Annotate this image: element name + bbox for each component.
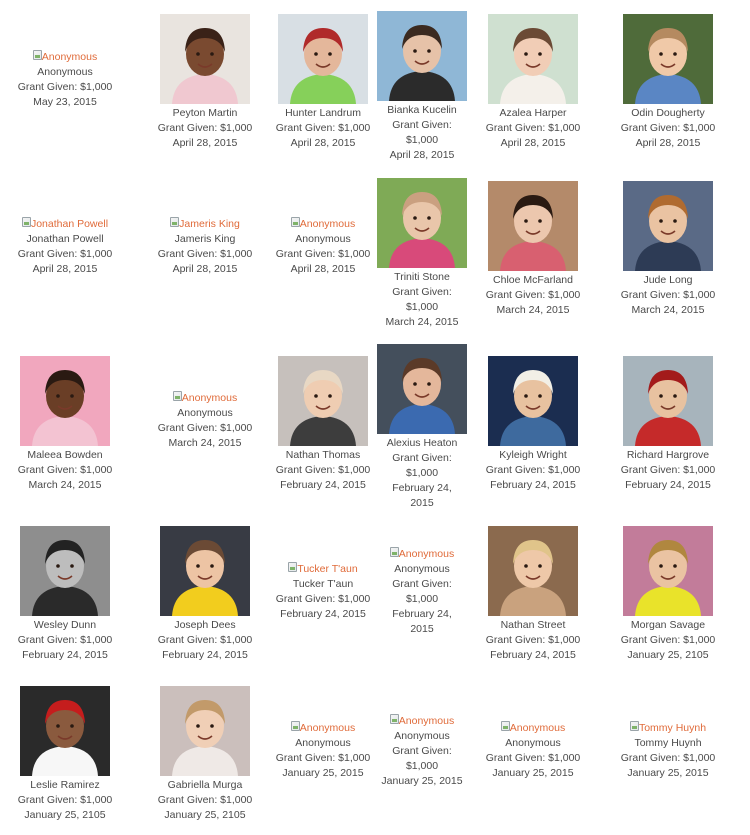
grant-date: January 25, 2015 <box>381 775 463 787</box>
recipient-name: Joseph Dees <box>174 619 236 631</box>
recipient-name: Triniti Stone <box>394 271 450 283</box>
grant-label: Grant Given: <box>392 286 452 298</box>
grant-date: February 24, 2015 <box>280 479 366 491</box>
broken-image-icon <box>170 217 179 227</box>
broken-image-link[interactable] <box>362 714 482 729</box>
recipient-photo[interactable] <box>488 181 578 271</box>
recipient-name: Maleea Bowden <box>27 449 103 461</box>
recipient-photo[interactable] <box>488 526 578 616</box>
image-alt-text: Anonymous <box>41 51 98 63</box>
recipient-card-azalea-harper <box>473 14 593 151</box>
grant-given: Grant Given: $1,000 <box>275 464 371 476</box>
recipient-name: Bianka Kucelin <box>387 104 457 116</box>
recipient-name: Jameris King <box>174 233 236 245</box>
image-alt-text: Anonymous <box>181 392 238 404</box>
recipient-name: Anonymous <box>37 66 93 78</box>
grant-date: January 25, 2015 <box>282 767 364 779</box>
grant-given: Grant Given: $1,000 <box>620 289 716 301</box>
grant-date: March 24, 2015 <box>631 304 705 316</box>
image-alt-text: Anonymous <box>299 722 356 734</box>
grant-given: Grant Given: $1,000 <box>157 422 253 434</box>
recipient-card-anonymous <box>145 391 265 451</box>
recipient-name: Chloe McFarland <box>493 274 573 286</box>
recipient-card-alexius-heaton <box>362 344 482 511</box>
grant-label: Grant Given: <box>392 578 452 590</box>
recipient-photo[interactable] <box>160 14 250 104</box>
recipient-name: Peyton Martin <box>172 107 238 119</box>
grant-date: April 28, 2015 <box>500 137 566 149</box>
recipient-card-anonymous <box>5 50 125 110</box>
grant-date: April 28, 2015 <box>389 149 455 161</box>
grant-given: Grant Given: $1,000 <box>157 122 253 134</box>
recipient-card-joseph-dees <box>145 526 265 663</box>
recipient-name: Richard Hargrove <box>626 449 710 461</box>
grant-label: Grant Given: <box>392 452 452 464</box>
recipient-name: Wesley Dunn <box>33 619 97 631</box>
recipient-name: Anonymous <box>295 233 351 245</box>
grant-date: March 24, 2015 <box>385 316 459 328</box>
grant-given: Grant Given: $1,000 <box>17 464 113 476</box>
recipient-photo[interactable] <box>623 14 713 104</box>
broken-image-icon <box>173 391 182 401</box>
grant-date: April 28, 2015 <box>172 263 238 275</box>
grant-given: Grant Given: $1,000 <box>17 794 113 806</box>
grant-given: Grant Given: $1,000 <box>485 634 581 646</box>
broken-image-icon <box>390 714 399 724</box>
recipient-name: Anonymous <box>394 563 450 575</box>
grant-given: Grant Given: $1,000 <box>620 464 716 476</box>
grant-date: February 24, 2015 <box>490 649 576 661</box>
grant-date: January 25, 2015 <box>492 767 574 779</box>
broken-image-icon <box>291 721 300 731</box>
recipient-photo[interactable] <box>160 686 250 776</box>
grant-date: February 24, 2015 <box>392 482 452 509</box>
grant-date: April 28, 2015 <box>290 137 356 149</box>
recipient-photo[interactable] <box>20 356 110 446</box>
recipient-photo[interactable] <box>20 686 110 776</box>
grant-date: April 28, 2015 <box>635 137 701 149</box>
recipient-name: Gabriella Murga <box>167 779 243 791</box>
broken-image-icon <box>33 50 42 60</box>
recipient-name: Anonymous <box>394 730 450 742</box>
grant-given: Grant Given: $1,000 <box>620 122 716 134</box>
recipient-name: Anonymous <box>505 737 561 749</box>
grant-date: January 25, 2015 <box>627 767 709 779</box>
grant-given: Grant Given: $1,000 <box>275 248 371 260</box>
grant-date: February 24, 2015 <box>280 608 366 620</box>
recipient-name: Tommy Huynh <box>634 737 702 749</box>
image-alt-text: Anonymous <box>398 548 455 560</box>
grant-date: February 24, 2015 <box>162 649 248 661</box>
grant-given: Grant Given: $1,000 <box>17 81 113 93</box>
recipient-card-chloe-mcfarland <box>473 181 593 318</box>
broken-image-link[interactable] <box>145 217 265 232</box>
recipient-card-kyleigh-wright <box>473 356 593 493</box>
broken-image-icon <box>291 217 300 227</box>
recipient-name: Anonymous <box>177 407 233 419</box>
recipient-photo[interactable] <box>377 344 467 434</box>
broken-image-link[interactable] <box>5 50 125 65</box>
grant-label: Grant Given: <box>392 745 452 757</box>
grant-date: March 24, 2015 <box>168 437 242 449</box>
recipient-photo[interactable] <box>278 14 368 104</box>
recipient-name: Odin Dougherty <box>631 107 705 119</box>
recipient-card-odin-dougherty <box>608 14 728 151</box>
grant-given: Grant Given: $1,000 <box>485 464 581 476</box>
image-alt-text: Tucker T'aun <box>297 563 358 575</box>
recipient-card-anonymous <box>362 714 482 789</box>
recipient-card-jude-long <box>608 181 728 318</box>
grant-amount: $1,000 <box>405 467 439 479</box>
grant-date: April 28, 2015 <box>290 263 356 275</box>
grant-given: Grant Given: $1,000 <box>485 752 581 764</box>
recipient-name: Jude Long <box>643 274 693 286</box>
recipient-card-anonymous <box>473 721 593 781</box>
image-alt-text: Anonymous <box>509 722 566 734</box>
grant-date: February 24, 2015 <box>22 649 108 661</box>
recipient-photo[interactable] <box>377 178 467 268</box>
recipient-photo[interactable] <box>488 14 578 104</box>
grant-given: Grant Given: $1,000 <box>275 752 371 764</box>
recipient-card-leslie-ramirez <box>5 686 125 823</box>
grant-date: January 25, 2105 <box>627 649 709 661</box>
recipient-card-triniti-stone <box>362 178 482 330</box>
recipient-name: Jonathan Powell <box>26 233 104 245</box>
recipient-name: Alexius Heaton <box>386 437 458 449</box>
recipient-card-tommy-huynh <box>608 721 728 781</box>
grant-amount: $1,000 <box>405 760 439 772</box>
broken-image-icon <box>288 562 297 572</box>
recipient-name: Tucker T'aun <box>292 578 354 590</box>
recipient-name: Kyleigh Wright <box>499 449 567 461</box>
broken-image-icon <box>22 217 31 227</box>
grant-date: January 25, 2105 <box>24 809 106 821</box>
grant-given: Grant Given: $1,000 <box>17 634 113 646</box>
grant-given: Grant Given: $1,000 <box>620 752 716 764</box>
recipient-card-maleea-bowden <box>5 356 125 493</box>
recipient-card-jonathan-powell <box>5 217 125 277</box>
image-alt-text: Anonymous <box>299 218 356 230</box>
grant-given: Grant Given: $1,000 <box>157 794 253 806</box>
broken-image-link[interactable] <box>145 391 265 406</box>
broken-image-icon <box>390 547 399 557</box>
recipient-card-gabriella-murga <box>145 686 265 823</box>
recipient-name: Morgan Savage <box>630 619 706 631</box>
grant-given: Grant Given: $1,000 <box>157 634 253 646</box>
recipient-photo[interactable] <box>623 526 713 616</box>
grant-given: Grant Given: $1,000 <box>17 248 113 260</box>
grant-date: April 28, 2015 <box>172 137 238 149</box>
broken-image-icon <box>501 721 510 731</box>
broken-image-link[interactable] <box>608 721 728 736</box>
grant-given: Grant Given: $1,000 <box>275 593 371 605</box>
grant-given: Grant Given: $1,000 <box>620 634 716 646</box>
recipient-card-anonymous <box>362 547 482 637</box>
recipient-name: Nathan Street <box>500 619 566 631</box>
grant-label: Grant Given: <box>392 119 452 131</box>
broken-image-link[interactable] <box>473 721 593 736</box>
recipient-card-jameris-king <box>145 217 265 277</box>
grant-date: February 24, 2015 <box>490 479 576 491</box>
recipient-photo[interactable] <box>488 356 578 446</box>
recipient-photo[interactable] <box>377 11 467 101</box>
recipient-name: Leslie Ramirez <box>30 779 100 791</box>
recipient-card-bianka-kucelin <box>362 11 482 163</box>
grant-given: Grant Given: $1,000 <box>485 289 581 301</box>
recipient-name: Hunter Landrum <box>285 107 361 119</box>
grant-given: Grant Given: $1,000 <box>157 248 253 260</box>
grant-date: February 24, 2015 <box>625 479 711 491</box>
recipient-photo[interactable] <box>160 526 250 616</box>
grant-date: May 23, 2015 <box>33 96 97 108</box>
broken-image-link[interactable] <box>362 547 482 562</box>
grant-date: March 24, 2015 <box>28 479 102 491</box>
grant-given: Grant Given: $1,000 <box>275 122 371 134</box>
recipient-name: Nathan Thomas <box>285 449 361 461</box>
grant-amount: $1,000 <box>405 301 439 313</box>
recipient-photo[interactable] <box>278 356 368 446</box>
recipient-card-wesley-dunn <box>5 526 125 663</box>
recipient-photo[interactable] <box>623 181 713 271</box>
grant-date: March 24, 2015 <box>496 304 570 316</box>
grant-date: April 28, 2015 <box>32 263 98 275</box>
recipient-card-nathan-street <box>473 526 593 663</box>
grant-amount: $1,000 <box>405 593 439 605</box>
grant-date: February 24, 2015 <box>392 608 452 635</box>
recipient-photo[interactable] <box>20 526 110 616</box>
recipient-name: Azalea Harper <box>499 107 567 119</box>
recipient-card-peyton-martin <box>145 14 265 151</box>
grant-date: January 25, 2105 <box>164 809 246 821</box>
grant-given: Grant Given: $1,000 <box>485 122 581 134</box>
image-alt-text: Tommy Huynh <box>638 722 707 734</box>
broken-image-icon <box>630 721 639 731</box>
image-alt-text: Anonymous <box>398 715 455 727</box>
recipient-name: Anonymous <box>295 737 351 749</box>
recipient-card-richard-hargrove <box>608 356 728 493</box>
image-alt-text: Jonathan Powell <box>30 218 109 230</box>
grant-amount: $1,000 <box>405 134 439 146</box>
recipient-photo[interactable] <box>623 356 713 446</box>
broken-image-link[interactable] <box>5 217 125 232</box>
image-alt-text: Jameris King <box>179 218 240 230</box>
recipient-card-morgan-savage <box>608 526 728 663</box>
